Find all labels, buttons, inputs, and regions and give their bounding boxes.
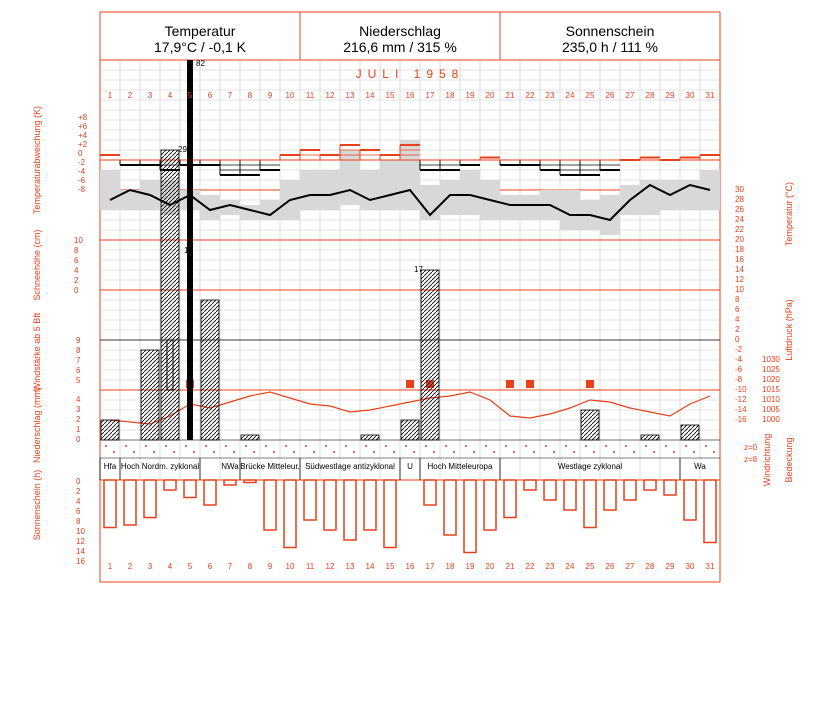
wind-marker [406, 380, 414, 388]
day-label-bottom: 29 [665, 562, 675, 571]
sunshine-bar [464, 480, 476, 553]
day-label-bottom: 9 [267, 562, 273, 571]
wind-dir-dot [165, 445, 167, 447]
cloud-dot [473, 451, 475, 453]
wind-dir-dot [405, 445, 407, 447]
precip-bar [681, 425, 699, 440]
day-label-bottom: 20 [485, 562, 495, 571]
day-label-top: 26 [605, 91, 615, 100]
temperature-tick: -12 [735, 395, 747, 404]
precip-tick: 0 [76, 435, 81, 444]
wind-dir-dot [285, 445, 287, 447]
wind-dir-dot [505, 445, 507, 447]
precip-bar [641, 435, 659, 440]
axis-label-precip: Niederschlag (mm) [32, 386, 42, 464]
wind-tick: 9 [76, 336, 81, 345]
day-label-bottom: 15 [385, 562, 395, 571]
pressure-tick: 1030 [762, 355, 780, 364]
day-label-bottom: 23 [545, 562, 555, 571]
cloud-dot [653, 451, 655, 453]
anomaly-tick: +4 [78, 131, 88, 140]
cloud-dot [133, 451, 135, 453]
temperature-tick: 0 [735, 335, 740, 344]
day-label-bottom: 6 [207, 562, 213, 571]
temperature-tick: 14 [735, 265, 744, 274]
weather-type-label: Südwestlage antizyklonal [305, 462, 395, 471]
summary-value: 235,0 h / 111 % [562, 39, 658, 55]
temperature-tick: 12 [735, 275, 744, 284]
temperature-tick: -14 [735, 405, 747, 414]
wind-dir-dot [685, 445, 687, 447]
cloud-dot [493, 451, 495, 453]
sunshine-bar [444, 480, 456, 535]
sunshine-bar [364, 480, 376, 530]
weather-type-label: NWa [221, 462, 239, 471]
month-title: JULI 1958 [355, 67, 465, 81]
day-label-bottom: 16 [405, 562, 415, 571]
sunshine-tick: 0 [76, 477, 81, 486]
cloud-dot [353, 451, 355, 453]
sunshine-bar [504, 480, 516, 518]
cloud-dot [573, 451, 575, 453]
cloud-dot [373, 451, 375, 453]
day-label-top: 24 [565, 91, 575, 100]
chart-marks [100, 60, 720, 553]
day-label-bottom: 3 [147, 562, 153, 571]
day-label-top: 8 [247, 91, 253, 100]
wind-marker [586, 380, 594, 388]
cloud-dot [693, 451, 695, 453]
precip-bar [361, 435, 379, 440]
day-label-top: 14 [365, 91, 375, 100]
wind-dir-dot [525, 445, 527, 447]
day-label-top: 31 [705, 91, 715, 100]
wind-dir-dot [185, 445, 187, 447]
precip-bar [241, 435, 259, 440]
cloud-dot [193, 451, 195, 453]
weather-type-label: Hoch Nordm. zyklonal [120, 462, 200, 471]
day-label-bottom: 24 [565, 562, 575, 571]
cloud-dot [413, 451, 415, 453]
temperature-tick: -2 [735, 345, 743, 354]
day-label-top: 3 [147, 91, 153, 100]
day-label-bottom: 31 [705, 562, 715, 571]
temperature-tick: 26 [735, 205, 744, 214]
day-label-bottom: 8 [247, 562, 253, 571]
cloud-dot [273, 451, 275, 453]
cloud-dot [433, 451, 435, 453]
wind-dir-dot [265, 445, 267, 447]
axis-label-wind: Windstärke ab 5 Bft [32, 312, 42, 392]
sunshine-bar [184, 480, 196, 498]
wind-dir-dot [425, 445, 427, 447]
temp-range-band [560, 190, 580, 230]
precip-annotation: 17 [414, 265, 423, 274]
snow-tick: 6 [74, 256, 79, 265]
sunshine-bar [524, 480, 536, 490]
temperature-tick: 24 [735, 215, 744, 224]
anomaly-tick: -4 [78, 167, 86, 176]
day-label-top: 19 [465, 91, 475, 100]
sunshine-tick: 6 [76, 507, 81, 516]
temp-range-band [340, 150, 360, 205]
day-label-top: 16 [405, 91, 415, 100]
wind-dir-dot [585, 445, 587, 447]
sunshine-bar [564, 480, 576, 510]
day-label-top: 30 [685, 91, 695, 100]
day-label-top: 28 [645, 91, 655, 100]
anomaly-tick: -8 [78, 185, 86, 194]
wind-dir-dot [365, 445, 367, 447]
temp-range-band [360, 170, 380, 210]
weather-type-label: U [407, 462, 413, 471]
day-label-top: 22 [525, 91, 535, 100]
precip-bar [141, 350, 159, 440]
day-label-top: 7 [227, 91, 233, 100]
precip-bar [161, 150, 179, 440]
axis-label-temp-anomaly: Temperaturabweichung (K) [32, 105, 42, 215]
axis-label-temperature: Temperatur (°C) [784, 181, 794, 247]
wind-dir-dot [205, 445, 207, 447]
sunshine-bar [284, 480, 296, 548]
temp-range-band [520, 195, 540, 220]
snow-tick: 2 [74, 276, 79, 285]
sunshine-bar [244, 480, 256, 483]
wind-dir-dot [245, 445, 247, 447]
snow-tick: 0 [74, 286, 79, 295]
day-label-top: 4 [167, 91, 173, 100]
day-label-bottom: 22 [525, 562, 535, 571]
cloud-dot [553, 451, 555, 453]
day-label-top: 9 [267, 91, 273, 100]
wind-dir-dot [125, 445, 127, 447]
sunshine-bar [424, 480, 436, 505]
sunshine-tick: 10 [76, 527, 85, 536]
weather-type-label: Wa [694, 462, 706, 471]
summary-title: Sonnenschein [565, 23, 655, 39]
cloud-dot [513, 451, 515, 453]
cloud-dot [613, 451, 615, 453]
precip-tick: 4 [76, 395, 81, 404]
wind-tick: 6 [76, 366, 81, 375]
temperature-tick: -16 [735, 415, 747, 424]
axis-label-sunshine: Sonnenschein (h) [32, 469, 42, 541]
sunshine-bar [124, 480, 136, 525]
temperature-tick: -4 [735, 355, 743, 364]
sunshine-bar [604, 480, 616, 510]
cloud-dot [313, 451, 315, 453]
sunshine-bar [384, 480, 396, 548]
temperature-tick: 6 [735, 305, 740, 314]
sunshine-tick: 12 [76, 537, 85, 546]
pressure-tick: 1020 [762, 375, 780, 384]
wind-dir-dot [225, 445, 227, 447]
precip-tick: 1 [76, 425, 81, 434]
day-label-top: 6 [207, 91, 213, 100]
cloud-dot [393, 451, 395, 453]
day-label-bottom: 25 [585, 562, 595, 571]
cloud-dot [173, 451, 175, 453]
pressure-tick: 1005 [762, 405, 780, 414]
precip-annotation: 29 [178, 145, 187, 154]
pressure-tick: 1010 [762, 395, 780, 404]
wind-dir-dot [705, 445, 707, 447]
day-label-top: 10 [285, 91, 295, 100]
temp-range-band [460, 170, 480, 215]
temp-annotation: 19 [184, 246, 193, 255]
sunshine-bar [224, 480, 236, 485]
day-label-bottom: 19 [465, 562, 475, 571]
day-label-top: 20 [485, 91, 495, 100]
anomaly-tick: +6 [78, 122, 88, 131]
cloud-dot [533, 451, 535, 453]
cloud-dot [453, 451, 455, 453]
wind-marker [506, 380, 514, 388]
wind-dir-dot [465, 445, 467, 447]
precip-annotation: 82 [196, 59, 205, 68]
cloud-scale-label: z=0 [744, 443, 758, 452]
pressure-tick: 1025 [762, 365, 780, 374]
weather-type-label: Hfa [103, 462, 117, 471]
day-label-bottom: 21 [505, 562, 515, 571]
temp-range-band [440, 180, 460, 215]
sunshine-bar [204, 480, 216, 505]
pressure-tick: 1015 [762, 385, 780, 394]
wind-dir-dot [345, 445, 347, 447]
day-label-bottom: 14 [365, 562, 375, 571]
cloud-dot [713, 451, 715, 453]
day-label-top: 2 [127, 91, 133, 100]
temp-range-band [600, 195, 620, 235]
temperature-tick: 20 [735, 235, 744, 244]
day-label-top: 15 [385, 91, 395, 100]
wind-dir-dot [625, 445, 627, 447]
day-label-top: 25 [585, 91, 595, 100]
temp-range-band [500, 195, 520, 220]
day-label-bottom: 17 [425, 562, 435, 571]
cloud-dot [233, 451, 235, 453]
snow-tick: 4 [74, 266, 79, 275]
axis-label-snow: Schneehöhe (cm) [32, 229, 42, 301]
day-label-bottom: 2 [127, 562, 133, 571]
wind-dir-dot [565, 445, 567, 447]
sunshine-bar [544, 480, 556, 500]
weather-type-label: Westlage zyklonal [557, 462, 623, 471]
sunshine-tick: 14 [76, 547, 85, 556]
pressure-tick: 1000 [762, 415, 780, 424]
wind-dir-dot [445, 445, 447, 447]
day-label-top: 11 [305, 91, 315, 100]
day-label-bottom: 4 [167, 562, 173, 571]
sunshine-bar [344, 480, 356, 540]
precip-tick: 3 [76, 405, 81, 414]
wind-dir-dot [645, 445, 647, 447]
day-label-bottom: 18 [445, 562, 455, 571]
temperature-tick: -10 [735, 385, 747, 394]
sunshine-bar [584, 480, 596, 528]
day-label-bottom: 26 [605, 562, 615, 571]
day-label-top: 18 [445, 91, 455, 100]
day-label-top: 29 [665, 91, 675, 100]
sunshine-bar [684, 480, 696, 520]
cloud-dot [253, 451, 255, 453]
sunshine-tick: 8 [76, 517, 81, 526]
sunshine-bar [104, 480, 116, 528]
weather-type-label: Hoch Mitteleuropa [427, 462, 493, 471]
summary-value: 216,6 mm / 315 % [343, 39, 457, 55]
temp-range-band [320, 170, 340, 210]
sunshine-bar [304, 480, 316, 520]
day-label-bottom: 28 [645, 562, 655, 571]
summary-title: Temperatur [164, 23, 236, 39]
anomaly-tick: -2 [78, 158, 86, 167]
day-label-bottom: 1 [107, 562, 113, 571]
day-label-bottom: 5 [187, 562, 193, 571]
axis-label-cloud: Bedeckung [784, 437, 794, 483]
day-label-top: 21 [505, 91, 515, 100]
wind-dir-dot [485, 445, 487, 447]
sunshine-bar [264, 480, 276, 530]
summary-title: Niederschlag [359, 23, 441, 39]
snow-tick: 8 [74, 246, 79, 255]
temperature-tick: 18 [735, 245, 744, 254]
wind-dir-dot [605, 445, 607, 447]
sunshine-tick: 2 [76, 487, 81, 496]
cloud-dot [593, 451, 595, 453]
temperature-tick: -6 [735, 365, 743, 374]
sunshine-bar [624, 480, 636, 500]
wind-dir-dot [325, 445, 327, 447]
wind-tick: 8 [76, 346, 81, 355]
day-label-bottom: 7 [227, 562, 233, 571]
sunshine-bar [644, 480, 656, 490]
sunshine-bar [704, 480, 716, 543]
day-label-bottom: 10 [285, 562, 295, 571]
day-label-top: 17 [425, 91, 435, 100]
precip-bar [581, 410, 599, 440]
temperature-tick: -8 [735, 375, 743, 384]
temperature-tick: 16 [735, 255, 744, 264]
temperature-tick: 4 [735, 315, 740, 324]
cloud-dot [293, 451, 295, 453]
wind-tick: 7 [76, 356, 81, 365]
anomaly-tick: 0 [78, 149, 83, 158]
temperature-tick: 22 [735, 225, 744, 234]
day-label-top: 1 [107, 91, 113, 100]
temperature-tick: 8 [735, 295, 740, 304]
wind-dir-dot [105, 445, 107, 447]
sunshine-bar [324, 480, 336, 530]
axis-label-pressure: Luftdruck (hPa) [784, 299, 794, 361]
sunshine-bar [144, 480, 156, 518]
sunshine-tick: 4 [76, 497, 81, 506]
temp-range-band [300, 170, 320, 210]
temp-range-band [380, 160, 400, 210]
day-label-bottom: 11 [305, 562, 315, 571]
summary-value: 17,9°C / -0,1 K [154, 39, 246, 55]
temperature-tick: 2 [735, 325, 740, 334]
cloud-dot [113, 451, 115, 453]
weather-type-label: Brücke Mitteleur. [240, 462, 300, 471]
axis-label-wind-dir: Windrichtung [762, 433, 772, 487]
temperature-tick: 30 [735, 185, 744, 194]
precip-tick: 2 [76, 415, 81, 424]
day-label-bottom: 30 [685, 562, 695, 571]
temperature-tick: 10 [735, 285, 744, 294]
cloud-dot [333, 451, 335, 453]
precip-bar [421, 270, 439, 440]
wind-marker [526, 380, 534, 388]
cloud-scale-label: z=8 [744, 455, 758, 464]
sunshine-bar [664, 480, 676, 495]
wind-tick: 5 [76, 376, 81, 385]
temperature-tick: 28 [735, 195, 744, 204]
cloud-dot [153, 451, 155, 453]
cloud-dot [633, 451, 635, 453]
day-label-bottom: 12 [325, 562, 335, 571]
anomaly-tick: +8 [78, 113, 88, 122]
day-label-top: 12 [325, 91, 335, 100]
day-label-top: 13 [345, 91, 355, 100]
temp-range-band [100, 170, 120, 210]
sunshine-tick: 16 [76, 557, 85, 566]
wind-dir-dot [545, 445, 547, 447]
day-label-top: 27 [625, 91, 635, 100]
sunshine-bar [484, 480, 496, 530]
day-label-bottom: 13 [345, 562, 355, 571]
precip-bar [401, 420, 419, 440]
day-label-top: 23 [545, 91, 555, 100]
cloud-dot [673, 451, 675, 453]
precip-bar [201, 300, 219, 440]
wind-dir-dot [305, 445, 307, 447]
cloud-dot [213, 451, 215, 453]
precip-bar [101, 420, 119, 440]
sunshine-bar [164, 480, 176, 490]
wind-dir-dot [385, 445, 387, 447]
anomaly-tick: +2 [78, 140, 88, 149]
wind-dir-dot [665, 445, 667, 447]
anomaly-tick: -6 [78, 176, 86, 185]
day-label-bottom: 27 [625, 562, 635, 571]
wind-dir-dot [145, 445, 147, 447]
day-label-top: 5 [187, 91, 193, 100]
snow-tick: 10 [74, 236, 83, 245]
